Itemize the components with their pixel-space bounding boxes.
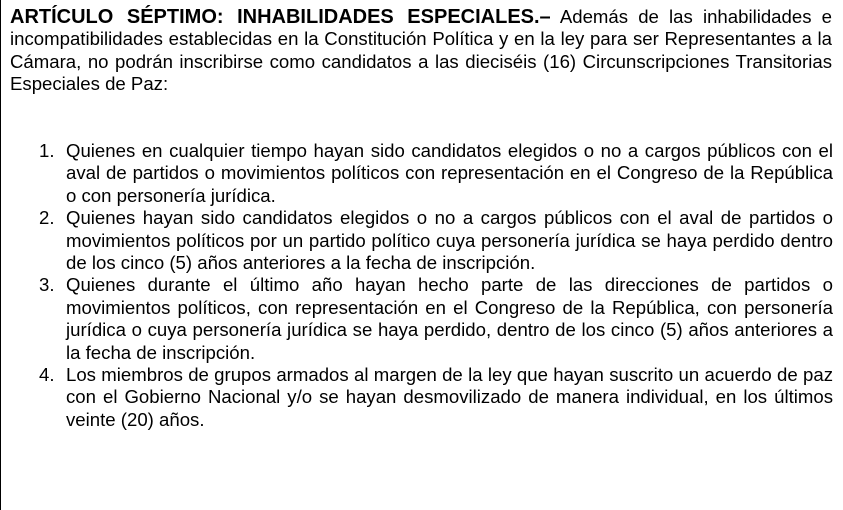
list-item-number: 2.	[39, 207, 55, 229]
list-item-text: Quienes hayan sido candidatos elegidos o no a cargos públicos con el aval de partidos o movimientos políticos por un partido político cuya personería jurídica se haya perdido dentro de los cinco (5) años anteriores a la fecha de inscripción.	[66, 207, 833, 274]
article-paragraph	[10, 6, 832, 96]
list-item	[39, 140, 833, 207]
list-item-text: Los miembros de grupos armados al margen de la ley que hayan suscrito un acuerdo de paz con el Gobierno Nacional y/o se hayan desmovilizado de manera individual, en los últimos veinte (20) años.	[66, 364, 833, 430]
article-heading: ARTÍCULO SÉPTIMO: INHABILIDADES ESPECIALES.–	[10, 6, 551, 28]
article-intro-text: Además de las inhabilidades e incompatibilidades establecidas en la Constitución Política y en la ley para ser Representantes a la Cámara, no podrán inscribirse como candidatos a las dieciséis (16) Circunscripciones Transitorias Especiales de Paz:	[10, 6, 833, 95]
list-item-number: 4.	[39, 364, 55, 386]
list-item-text: Quienes durante el último año hayan hecho parte de las direcciones de partidos o movimientos políticos, con representación en el Congreso de la República, con personería jurídica o cuya personería jurídica se haya perdido, dentro de los cinco (5) años anteriores a la fecha de inscripción.	[66, 274, 833, 363]
list-item-text: Quienes en cualquier tiempo hayan sido candidatos elegidos o no a cargos públicos con el aval de partidos o movimientos políticos con representación en el Congreso de la República o con personería jurídica.	[66, 140, 833, 206]
list-item-number: 1.	[39, 140, 55, 161]
list-item	[39, 364, 833, 431]
list-item-number: 3.	[39, 274, 55, 296]
list-item	[39, 207, 833, 274]
list-item	[39, 274, 833, 364]
inhabilities-list	[39, 140, 833, 431]
